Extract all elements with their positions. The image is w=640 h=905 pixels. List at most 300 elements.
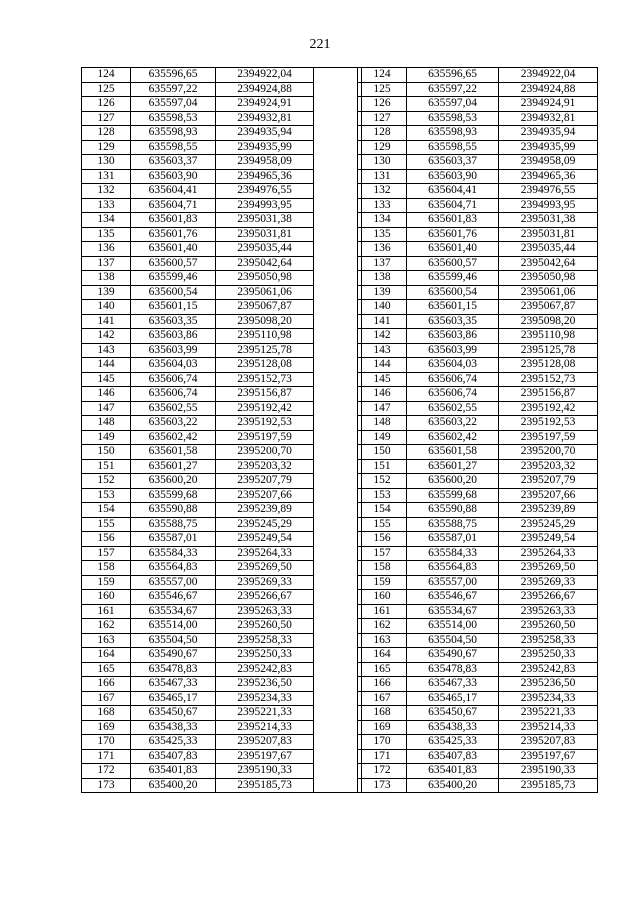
- y-coordinate-cell: 2394993,95: [216, 198, 314, 213]
- point-number-cell: 135: [82, 227, 131, 242]
- table-row: [82, 691, 362, 706]
- x-coordinate-cell: 635557,00: [131, 575, 216, 590]
- column-gap-cell: [314, 126, 362, 141]
- table-row: [82, 372, 362, 387]
- table-row: [82, 517, 362, 532]
- y-coordinate-cell: 2395200,70: [499, 445, 598, 460]
- x-coordinate-cell: 635601,83: [131, 213, 216, 228]
- y-coordinate-cell: 2395207,83: [499, 735, 598, 750]
- y-coordinate-cell: 2395236,50: [499, 677, 598, 692]
- x-coordinate-cell: 635490,67: [131, 648, 216, 663]
- y-coordinate-cell: 2395110,98: [216, 329, 314, 344]
- x-coordinate-cell: 635599,68: [407, 488, 499, 503]
- table-row: [82, 677, 362, 692]
- x-coordinate-cell: 635588,75: [131, 517, 216, 532]
- x-coordinate-cell: 635598,53: [131, 111, 216, 126]
- table-row: [82, 416, 362, 431]
- column-gap-cell: [314, 561, 362, 576]
- table-row: [358, 445, 598, 460]
- table-row: [358, 517, 598, 532]
- column-gap-cell: [314, 256, 362, 271]
- column-gap-cell: [314, 271, 362, 286]
- table-row: [358, 561, 598, 576]
- y-coordinate-cell: 2395203,32: [499, 459, 598, 474]
- x-coordinate-cell: 635600,57: [407, 256, 499, 271]
- table-row: [358, 749, 598, 764]
- table-row: [82, 749, 362, 764]
- table-row: [82, 778, 362, 793]
- point-number-cell: 159: [82, 575, 131, 590]
- point-number-cell: 133: [358, 198, 407, 213]
- y-coordinate-cell: 2395031,81: [499, 227, 598, 242]
- y-coordinate-cell: 2395266,67: [499, 590, 598, 605]
- x-coordinate-cell: 635465,17: [407, 691, 499, 706]
- point-number-cell: 136: [358, 242, 407, 257]
- column-gap-cell: [314, 329, 362, 344]
- point-number-cell: 162: [82, 619, 131, 634]
- point-number-cell: 134: [358, 213, 407, 228]
- table-row: [358, 590, 598, 605]
- x-coordinate-cell: 635450,67: [131, 706, 216, 721]
- point-number-cell: 146: [358, 387, 407, 402]
- column-gap-cell: [314, 155, 362, 170]
- x-coordinate-cell: 635467,33: [131, 677, 216, 692]
- y-coordinate-cell: 2395207,66: [499, 488, 598, 503]
- table-row: [82, 387, 362, 402]
- point-number-cell: 164: [82, 648, 131, 663]
- y-coordinate-cell: 2394932,81: [499, 111, 598, 126]
- x-coordinate-cell: 635603,37: [407, 155, 499, 170]
- point-number-cell: 170: [358, 735, 407, 750]
- x-coordinate-cell: 635478,83: [407, 662, 499, 677]
- point-number-cell: 141: [82, 314, 131, 329]
- table-row: [82, 242, 362, 257]
- point-number-cell: 151: [358, 459, 407, 474]
- x-coordinate-cell: 635603,86: [131, 329, 216, 344]
- table-row: [82, 227, 362, 242]
- table-row: [82, 532, 362, 547]
- x-coordinate-cell: 635597,22: [131, 82, 216, 97]
- point-number-cell: 168: [82, 706, 131, 721]
- y-coordinate-cell: 2395264,33: [499, 546, 598, 561]
- table-row: [358, 430, 598, 445]
- point-number-cell: 133: [82, 198, 131, 213]
- y-coordinate-cell: 2395192,42: [499, 401, 598, 416]
- table-row: [358, 532, 598, 547]
- y-coordinate-cell: 2394965,36: [499, 169, 598, 184]
- y-coordinate-cell: 2395197,59: [216, 430, 314, 445]
- table-row: [358, 82, 598, 97]
- y-coordinate-cell: 2395190,33: [216, 764, 314, 779]
- x-coordinate-cell: 635603,35: [407, 314, 499, 329]
- table-row: [358, 140, 598, 155]
- x-coordinate-cell: 635438,33: [131, 720, 216, 735]
- point-number-cell: 165: [358, 662, 407, 677]
- table-row: [82, 155, 362, 170]
- point-number-cell: 142: [82, 329, 131, 344]
- y-coordinate-cell: 2395249,54: [499, 532, 598, 547]
- y-coordinate-cell: 2395242,83: [216, 662, 314, 677]
- column-gap-cell: [314, 546, 362, 561]
- table-row: [82, 358, 362, 373]
- table-row: [358, 416, 598, 431]
- table-row: [82, 126, 362, 141]
- y-coordinate-cell: 2395260,50: [499, 619, 598, 634]
- point-number-cell: 143: [82, 343, 131, 358]
- y-coordinate-cell: 2395067,87: [216, 300, 314, 315]
- x-coordinate-cell: 635600,20: [407, 474, 499, 489]
- table-row: [82, 474, 362, 489]
- column-gap-cell: [314, 662, 362, 677]
- point-number-cell: 129: [82, 140, 131, 155]
- point-number-cell: 148: [82, 416, 131, 431]
- table-row: [82, 343, 362, 358]
- column-gap-cell: [314, 430, 362, 445]
- y-coordinate-cell: 2395260,50: [216, 619, 314, 634]
- x-coordinate-cell: 635478,83: [131, 662, 216, 677]
- point-number-cell: 147: [358, 401, 407, 416]
- x-coordinate-cell: 635601,40: [131, 242, 216, 257]
- coordinate-table-right: [357, 67, 598, 793]
- x-coordinate-cell: 635597,04: [131, 97, 216, 112]
- table-row: [358, 691, 598, 706]
- table-row: [82, 329, 362, 344]
- point-number-cell: 125: [82, 82, 131, 97]
- y-coordinate-cell: 2394935,99: [216, 140, 314, 155]
- x-coordinate-cell: 635603,35: [131, 314, 216, 329]
- table-row: [82, 503, 362, 518]
- table-row: [82, 198, 362, 213]
- table-row: [358, 329, 598, 344]
- table-row: [82, 488, 362, 503]
- table-row: [358, 677, 598, 692]
- point-number-cell: 149: [358, 430, 407, 445]
- table-row: [358, 213, 598, 228]
- table-row: [82, 401, 362, 416]
- table-row: [358, 372, 598, 387]
- point-number-cell: 138: [358, 271, 407, 286]
- column-gap-cell: [314, 68, 362, 83]
- x-coordinate-cell: 635603,99: [131, 343, 216, 358]
- x-coordinate-cell: 635401,83: [407, 764, 499, 779]
- column-gap-cell: [314, 82, 362, 97]
- x-coordinate-cell: 635600,54: [407, 285, 499, 300]
- y-coordinate-cell: 2394922,04: [216, 68, 314, 83]
- x-coordinate-cell: 635450,67: [407, 706, 499, 721]
- y-coordinate-cell: 2395152,73: [216, 372, 314, 387]
- table-row: [82, 735, 362, 750]
- y-coordinate-cell: 2395098,20: [499, 314, 598, 329]
- point-number-cell: 127: [82, 111, 131, 126]
- column-gap-cell: [314, 488, 362, 503]
- x-coordinate-cell: 635599,68: [131, 488, 216, 503]
- x-coordinate-cell: 635606,74: [131, 372, 216, 387]
- column-gap-cell: [314, 416, 362, 431]
- column-gap-cell: [314, 358, 362, 373]
- table-row: [358, 720, 598, 735]
- x-coordinate-cell: 635407,83: [131, 749, 216, 764]
- x-coordinate-cell: 635603,22: [131, 416, 216, 431]
- point-number-cell: 172: [358, 764, 407, 779]
- point-number-cell: 126: [82, 97, 131, 112]
- column-gap-cell: [314, 590, 362, 605]
- coordinate-table-left-body: [82, 68, 362, 793]
- table-row: [358, 619, 598, 634]
- table-row: [82, 271, 362, 286]
- point-number-cell: 142: [358, 329, 407, 344]
- column-gap-cell: [314, 445, 362, 460]
- y-coordinate-cell: 2394935,94: [499, 126, 598, 141]
- point-number-cell: 153: [358, 488, 407, 503]
- point-number-cell: 124: [358, 68, 407, 83]
- x-coordinate-cell: 635588,75: [407, 517, 499, 532]
- x-coordinate-cell: 635546,67: [407, 590, 499, 605]
- x-coordinate-cell: 635584,33: [407, 546, 499, 561]
- point-number-cell: 132: [82, 184, 131, 199]
- x-coordinate-cell: 635606,74: [407, 387, 499, 402]
- table-row: [358, 111, 598, 126]
- y-coordinate-cell: 2395192,53: [216, 416, 314, 431]
- x-coordinate-cell: 635603,90: [131, 169, 216, 184]
- column-gap-cell: [314, 401, 362, 416]
- x-coordinate-cell: 635599,46: [131, 271, 216, 286]
- column-gap-cell: [314, 242, 362, 257]
- point-number-cell: 173: [82, 778, 131, 793]
- table-row: [82, 184, 362, 199]
- table-row: [358, 401, 598, 416]
- point-number-cell: 125: [358, 82, 407, 97]
- y-coordinate-cell: 2395128,08: [216, 358, 314, 373]
- table-row: [82, 764, 362, 779]
- table-row: [82, 140, 362, 155]
- point-number-cell: 147: [82, 401, 131, 416]
- column-gap-cell: [314, 343, 362, 358]
- x-coordinate-cell: 635465,17: [131, 691, 216, 706]
- x-coordinate-cell: 635603,86: [407, 329, 499, 344]
- point-number-cell: 163: [358, 633, 407, 648]
- table-row: [82, 648, 362, 663]
- point-number-cell: 167: [358, 691, 407, 706]
- table-row: [358, 575, 598, 590]
- y-coordinate-cell: 2395221,33: [216, 706, 314, 721]
- x-coordinate-cell: 635597,22: [407, 82, 499, 97]
- x-coordinate-cell: 635601,27: [131, 459, 216, 474]
- y-coordinate-cell: 2395269,33: [216, 575, 314, 590]
- column-gap-cell: [314, 749, 362, 764]
- y-coordinate-cell: 2395250,33: [499, 648, 598, 663]
- y-coordinate-cell: 2395031,81: [216, 227, 314, 242]
- point-number-cell: 130: [82, 155, 131, 170]
- point-number-cell: 171: [82, 749, 131, 764]
- y-coordinate-cell: 2395067,87: [499, 300, 598, 315]
- point-number-cell: 131: [358, 169, 407, 184]
- table-row: [358, 706, 598, 721]
- y-coordinate-cell: 2394932,81: [216, 111, 314, 126]
- table-row: [358, 242, 598, 257]
- x-coordinate-cell: 635601,76: [407, 227, 499, 242]
- point-number-cell: 170: [82, 735, 131, 750]
- column-gap-cell: [314, 764, 362, 779]
- point-number-cell: 145: [82, 372, 131, 387]
- table-row: [82, 619, 362, 634]
- column-gap-cell: [314, 474, 362, 489]
- y-coordinate-cell: 2395269,50: [216, 561, 314, 576]
- y-coordinate-cell: 2395258,33: [216, 633, 314, 648]
- x-coordinate-cell: 635400,20: [407, 778, 499, 793]
- point-number-cell: 159: [358, 575, 407, 590]
- x-coordinate-cell: 635504,50: [131, 633, 216, 648]
- y-coordinate-cell: 2394924,88: [216, 82, 314, 97]
- point-number-cell: 169: [358, 720, 407, 735]
- x-coordinate-cell: 635596,65: [407, 68, 499, 83]
- point-number-cell: 134: [82, 213, 131, 228]
- point-number-cell: 158: [82, 561, 131, 576]
- table-row: [358, 764, 598, 779]
- x-coordinate-cell: 635602,55: [407, 401, 499, 416]
- y-coordinate-cell: 2395185,73: [499, 778, 598, 793]
- point-number-cell: 157: [358, 546, 407, 561]
- table-row: [358, 546, 598, 561]
- point-number-cell: 140: [82, 300, 131, 315]
- point-number-cell: 163: [82, 633, 131, 648]
- point-number-cell: 166: [358, 677, 407, 692]
- table-row: [358, 488, 598, 503]
- x-coordinate-cell: 635401,83: [131, 764, 216, 779]
- x-coordinate-cell: 635425,33: [131, 735, 216, 750]
- y-coordinate-cell: 2394976,55: [216, 184, 314, 199]
- y-coordinate-cell: 2394993,95: [499, 198, 598, 213]
- y-coordinate-cell: 2395234,33: [216, 691, 314, 706]
- point-number-cell: 127: [358, 111, 407, 126]
- point-number-cell: 168: [358, 706, 407, 721]
- x-coordinate-cell: 635590,88: [131, 503, 216, 518]
- table-row: [82, 169, 362, 184]
- table-row: [358, 314, 598, 329]
- column-gap-cell: [314, 140, 362, 155]
- x-coordinate-cell: 635587,01: [407, 532, 499, 547]
- table-row: [358, 735, 598, 750]
- y-coordinate-cell: 2395269,33: [499, 575, 598, 590]
- column-gap-cell: [314, 300, 362, 315]
- table-row: [358, 503, 598, 518]
- y-coordinate-cell: 2395035,44: [216, 242, 314, 257]
- x-coordinate-cell: 635438,33: [407, 720, 499, 735]
- point-number-cell: 154: [82, 503, 131, 518]
- x-coordinate-cell: 635604,03: [131, 358, 216, 373]
- y-coordinate-cell: 2395200,70: [216, 445, 314, 460]
- point-number-cell: 173: [358, 778, 407, 793]
- y-coordinate-cell: 2395156,87: [499, 387, 598, 402]
- y-coordinate-cell: 2395197,67: [216, 749, 314, 764]
- table-row: [82, 720, 362, 735]
- column-gap-cell: [314, 706, 362, 721]
- x-coordinate-cell: 635604,71: [407, 198, 499, 213]
- y-coordinate-cell: 2394922,04: [499, 68, 598, 83]
- point-number-cell: 136: [82, 242, 131, 257]
- point-number-cell: 129: [358, 140, 407, 155]
- point-number-cell: 139: [358, 285, 407, 300]
- table-row: [82, 82, 362, 97]
- point-number-cell: 151: [82, 459, 131, 474]
- x-coordinate-cell: 635587,01: [131, 532, 216, 547]
- point-number-cell: 165: [82, 662, 131, 677]
- table-row: [358, 97, 598, 112]
- y-coordinate-cell: 2395264,33: [216, 546, 314, 561]
- page-number: 221: [309, 37, 331, 52]
- table-row: [358, 633, 598, 648]
- point-number-cell: 138: [82, 271, 131, 286]
- point-number-cell: 166: [82, 677, 131, 692]
- y-coordinate-cell: 2395190,33: [499, 764, 598, 779]
- x-coordinate-cell: 635564,83: [131, 561, 216, 576]
- y-coordinate-cell: 2395050,98: [216, 271, 314, 286]
- x-coordinate-cell: 635603,37: [131, 155, 216, 170]
- table-row: [82, 633, 362, 648]
- column-gap-cell: [314, 387, 362, 402]
- x-coordinate-cell: 635534,67: [407, 604, 499, 619]
- table-row: [358, 169, 598, 184]
- y-coordinate-cell: 2394958,09: [499, 155, 598, 170]
- x-coordinate-cell: 635601,40: [407, 242, 499, 257]
- x-coordinate-cell: 635602,42: [407, 430, 499, 445]
- point-number-cell: 171: [358, 749, 407, 764]
- point-number-cell: 164: [358, 648, 407, 663]
- point-number-cell: 137: [358, 256, 407, 271]
- column-gap-cell: [314, 372, 362, 387]
- table-row: [82, 546, 362, 561]
- column-gap-cell: [314, 227, 362, 242]
- point-number-cell: 160: [82, 590, 131, 605]
- x-coordinate-cell: 635590,88: [407, 503, 499, 518]
- point-number-cell: 154: [358, 503, 407, 518]
- y-coordinate-cell: 2395245,29: [499, 517, 598, 532]
- x-coordinate-cell: 635604,03: [407, 358, 499, 373]
- column-gap-cell: [314, 97, 362, 112]
- x-coordinate-cell: 635546,67: [131, 590, 216, 605]
- table-row: [82, 459, 362, 474]
- x-coordinate-cell: 635598,55: [407, 140, 499, 155]
- point-number-cell: 152: [82, 474, 131, 489]
- point-number-cell: 128: [358, 126, 407, 141]
- y-coordinate-cell: 2395239,89: [499, 503, 598, 518]
- y-coordinate-cell: 2394965,36: [216, 169, 314, 184]
- table-row: [82, 445, 362, 460]
- y-coordinate-cell: 2394958,09: [216, 155, 314, 170]
- y-coordinate-cell: 2395203,32: [216, 459, 314, 474]
- point-number-cell: 167: [82, 691, 131, 706]
- y-coordinate-cell: 2395207,83: [216, 735, 314, 750]
- y-coordinate-cell: 2394935,99: [499, 140, 598, 155]
- point-number-cell: 140: [358, 300, 407, 315]
- table-row: [358, 474, 598, 489]
- x-coordinate-cell: 635598,93: [407, 126, 499, 141]
- y-coordinate-cell: 2395249,54: [216, 532, 314, 547]
- x-coordinate-cell: 635598,93: [131, 126, 216, 141]
- column-gap-cell: [314, 198, 362, 213]
- coordinate-table-right-body: [358, 68, 598, 793]
- x-coordinate-cell: 635602,42: [131, 430, 216, 445]
- point-number-cell: 149: [82, 430, 131, 445]
- y-coordinate-cell: 2395061,06: [216, 285, 314, 300]
- table-row: [358, 662, 598, 677]
- x-coordinate-cell: 635601,58: [407, 445, 499, 460]
- table-row: [82, 590, 362, 605]
- point-number-cell: 169: [82, 720, 131, 735]
- y-coordinate-cell: 2395197,67: [499, 749, 598, 764]
- point-number-cell: 156: [358, 532, 407, 547]
- y-coordinate-cell: 2395266,67: [216, 590, 314, 605]
- point-number-cell: 146: [82, 387, 131, 402]
